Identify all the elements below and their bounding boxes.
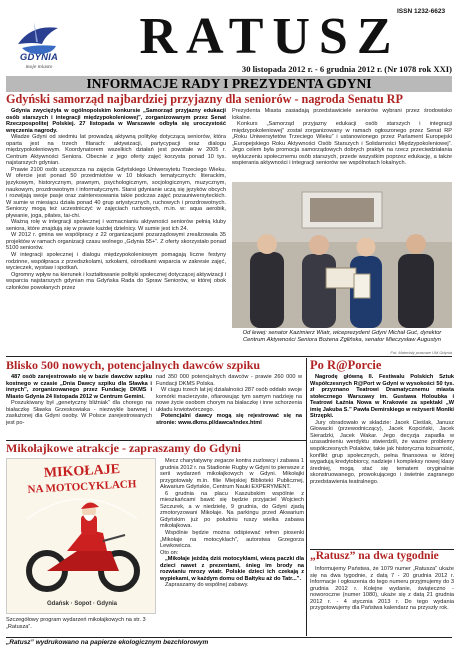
marrow-headline: Blisko 500 nowych, potencjalnych dawców szpiku xyxy=(6,358,261,372)
mikolajki-paragraph: Mecz charytatywny zegarze kontra zuzlowcy i zabawa 1 grudnia 2012 r. na Stadionie Rugby w Gdyni to pierwsze z serii wydarzeń mikołajkowych w Gdyni. Mikołajki przygotowały m.in. filie Miejskiej Biblioteki Publicznej, Akwarium Gdyńskie, Centrum Nauki EXPERYMENT. xyxy=(160,458,304,491)
gdynia-logo xyxy=(12,14,66,76)
photo-caption: Od lewej: senator Kazimierz Wiatr, wiceprezydent Gdyni Michał Guć, dyrektor Centrum Aktywności Seniora Bożena Zglińska, senator Mieczysław Augustyn xyxy=(242,330,442,343)
footer-divider xyxy=(6,637,452,638)
logo-text: GDYNIA xyxy=(19,52,59,63)
mikolajki-paragraph: Zapraszamy do wspólnej zabawy. xyxy=(165,582,249,589)
section-divider xyxy=(6,356,452,357)
logo-tagline: moje miasto xyxy=(25,64,53,70)
ratusz-note-body xyxy=(310,566,454,635)
mikolajki-paragraph: „Mikołaje jeżdżą dziś motocyklami, wiezą paczki dla dzieci nawet z prezentami, śnieg im brody na rozwianiu mrozy wiatr. Polskie dzieci ich czekają z wypiekami, w każdym domu od Bałtyku aż do Tatr...”. xyxy=(160,556,304,582)
mikolajki-paragraph: 6 grudnia na placu Kaszubskim wspólnie z mieszkańcami bawić się będzie przyjaciel Wojciech Szczurek, a w niedzielę, 9 grudnia, do Gdyni zjadą zmotoryzowani Mikołaje. Na parkingu przed Akwarium Gdyńskim już po południu ruszy wielka zabawa mikołajkowa. xyxy=(160,490,304,530)
marrow-paragraph: W ciągu trzech lat jej działalności 287 osób oddało swoje komórki macierzyste, ofiarowując tym samym nadzieję na nowe życie osobom chorym na białaczkę i inne schorzenia układu krwiotwórczego. xyxy=(156,387,302,413)
raport-body xyxy=(310,374,454,548)
section-banner-title: INFORMACJE RADY I PREZYDENTA GDYNI xyxy=(86,76,372,91)
lead-headline: Gdyński samorząd najbardziej przyjazny dla seniorów - nagroda Senatu RP xyxy=(6,92,403,106)
mikolajki-body xyxy=(160,458,304,634)
marrow-paragraph: Poszukiwany był „genetyczny bliźniak” dla chorego na białaczkę Sławka Grzeskowiaka - niezwykle barwnej i zasłużonej dla Gdyni osoby. W Polsce zarejestrowanych jest po- xyxy=(6,400,152,426)
column-divider xyxy=(306,358,307,636)
lead-column-2 xyxy=(232,108,452,181)
lead-paragraph: W 2012 r. gmina we współpracy z 22 organizacjami pozarządowymi zrealizowała 35 projektów w ramach organizacji czasu wolnego „Gdynia 55+”. Z oferty skorzystało ponad 5100 seniorów. xyxy=(6,232,226,252)
raport-paragraph: Nagrodę główną II. Festiwalu Polskich Sztuk Współczesnych R@Port w Gdyni w wysokości 50 tys. zł przyznano Teatrowi Dramatycznemu miasta stołecznego Warszawy im. Gustawa Holoubka i Teatrowi Łaźnia Nowa w Krakowie za spektakl „W imię Jakuba S.” Pawła Demirskiego w reżyserii Moniki Strzępki. xyxy=(310,374,454,420)
marrow-paragraph: nad 350 000 potencjalnych dawców - prawie 260 000 w Fundacji DKMS Polska. xyxy=(156,374,302,387)
photo-credit: Fot. Materiały prasowe UM Gdynia xyxy=(390,350,452,355)
lead-photo-image xyxy=(232,182,452,328)
poster-footer: Gdańsk · Sopot · Gdynia xyxy=(46,601,117,607)
section-banner xyxy=(6,76,452,92)
lead-paragraph: Prezydenta Miasta zasiadają przedstawiciele seniorów wybrani przez środowisko lokalne. xyxy=(232,108,452,121)
poster-title-line-2: NA MOTOCYKLACH xyxy=(27,478,137,496)
poster-caption: Szczegółowy program wydarzeń mikołajkowych na str. 3 „Ratusza”. xyxy=(6,617,146,630)
newspaper-title: RATUSZ xyxy=(139,8,401,65)
issn-number: ISSN 1232-6623 xyxy=(397,8,446,15)
mikolajki-paragraph: Oto on: xyxy=(160,549,179,556)
marrow-column-1 xyxy=(6,374,152,438)
lead-paragraph: W integracji społecznej i dialogu międzypokoleniowym pomagają liczne festyny rodzinne, współpraca z przedszkolami, szkołami, ośrodkami wsparcia w zakresie zajęć, wycieczek, wystaw i spotkań. xyxy=(6,252,226,272)
footer-note: „Ratusz” wydrukowano na papierze ekologicznym bezchlorowym xyxy=(6,639,209,646)
marrow-paragraph: 487 osób zarejestrowało się w bazie dawców szpiku kostnego w czasie „Dnia Dawcy szpiku dla Sławka i innych”, zorganizowanego przez Fundację DKMS i Miasto Gdynia 24 listopada 2012 w Centrum Gemini. xyxy=(6,374,152,400)
lead-paragraph: Władze Gdyni od siedmiu lat prowadzą aktywną politykę dotyczącą seniorów, która oparta jest na trzech filarach: aktywizacji, partycypacji oraz dialogu międzypokoleniowym. Koordynatorem wszelkich działań jest powstałe w 2005 r. Centrum Aktywności Seniora. Obecnie z jego oferty zajęć korzysta ponad 10 tys. najstarszych gdynian. xyxy=(6,134,226,167)
issue-date-line: 30 listopada 2012 r. - 6 grudnia 2012 r. (Nr 1078 rok XXI) xyxy=(241,64,452,74)
lead-paragraph: Ważną rolę w integracji społecznej i wzmacnianiu aktywności seniorów pełnią kluby seniora, które znajdują się w prawie każdej dzielnicy. W sumie jest ich 24. xyxy=(6,219,226,232)
lead-paragraph: Ogromny wpływ na kierunek i kształtowanie polityki społecznej dotyczącej aktywizacji i wsparcia najstarszych gdynian ma Gdyńska Rada do Spraw Seniorów, w której obok członków powołanych przez xyxy=(6,271,226,291)
lead-paragraph: Prawie 2100 osób uczęszcza na zajęcia Gdyńskiego Uniwersytetu Trzeciego Wieku. W ofercie jest ponad 50 przedmiotów w 10 blokach tematycznych: literackim, językowym, historycznym, prawnym, psychologicznym, socjologicznym, muzycznym, naukowym, prozdrowotnym i informatycznym. Starsi gdynianie uczą się języków obcych i rozwijają swoje pasje oraz zainteresowania takie podczas zajęć pozauniwersyteckich. W sumie w miesiącu działa ponad 40 grup artystycznych, ruchowych i prozdrowotnych. Seniorzy mogą też uczestniczyć w zajęciach ruchowych, m.in. w: aqua aerobik, pływanie, joga, pilates, tai-chi. xyxy=(6,166,226,219)
lead-photo xyxy=(232,182,452,328)
mikolajki-poster xyxy=(6,458,156,614)
marrow-paragraph: Potencjalni dawcy mogą się rejestrować się na stronie: www.dkms.pl/dawca/index.html xyxy=(156,413,302,426)
raport-headline: Po R@Porcie xyxy=(310,358,382,372)
ratusz-note-headline: „Ratusz” na dwa tygodnie xyxy=(310,550,439,562)
poster-title-line-1: MIKOŁAJE xyxy=(43,462,121,481)
mikolajki-paragraph: Wspólnie będzie można odśpiewać refren piosenki „Mikołaje na motocyklach”, autorstwa Grzegorza Lewkowicza. xyxy=(160,530,304,550)
raport-paragraph: Jury obradowało w składzie: Jacek Cieślak, Janusz Głowacki (przewodniczący), Jacek Kopciński, Jacek Sieradzki, Jacek Wakar. Jego decyzja zapadła w uzasadnieniu werdyktu stwierdzili, że wazne problemy współczesnych Polaków, takie jak historyczna tożsamość, konflikt grup społecznych, pełna finansowa w której wygadują kredytobiorcy, nadzieje i kompleksy nowej klasy średniej, mogą stać się tematem oryginalnie skonstruowanego, prowokującego i świetnie zagranego przedstawienia teatralnego. xyxy=(310,419,454,485)
mikolajki-headline: Mikołajkowe atrakcje - zapraszamy do Gdyni xyxy=(6,441,241,455)
lead-column-1 xyxy=(6,108,226,347)
marrow-column-2 xyxy=(156,374,302,438)
lead-paragraph: Gdynia zwyciężyła w ogólnopolskim konkursie „Samorząd przyjazny edukacji osób starszych i integracji międzypokoleniowej”, zorganizowanym przez Senat Rzeczpospolitej Polskiej. 27 listopada w Warszawie odbyła się uroczystość wręczenia nagrody. xyxy=(6,108,226,134)
ratusz-note-paragraph: Informujemy Państwa, że 1079 numer „Ratusza” ukaże się na dwa tygodnie, z datą 7 - 20 grudnia 2012 r. Informacje i ogłoszenia do tego numeru przyjmujemy do 3 grudnia 2012 r. Kolejne wydanie, świąteczno - noworoczne (numer 1080), ukaże się z datą 21 grudnia 2012 r. - 4 stycznia 2013 r. Do tego wydania przygotowujemy dla Państwa kalendarz na przyszły rok. xyxy=(310,566,454,612)
lead-paragraph: Konkurs „Samorząd przyjazny edukacji osób starszych i integracji międzypokoleniowej” został zorganizowany w ramach ogłoszonego przez Senat RP „Roku Uniwersytetów Trzeciego Wieku” i ustanowionego przez Parlament Europejski „Europejskiego Roku Aktywności Osób Starszych i Solidarności Międzypokoleniowej”. Jego celem była promocja samorządowych dobrych praktyk na rzecz przeciwdziałania wykluczeniu społecznemu osób starszych, przede wszystkim poprzez edukację, a także wspierania aktywności i integracji seniorów we wspólnotach lokalnych. xyxy=(232,121,452,167)
